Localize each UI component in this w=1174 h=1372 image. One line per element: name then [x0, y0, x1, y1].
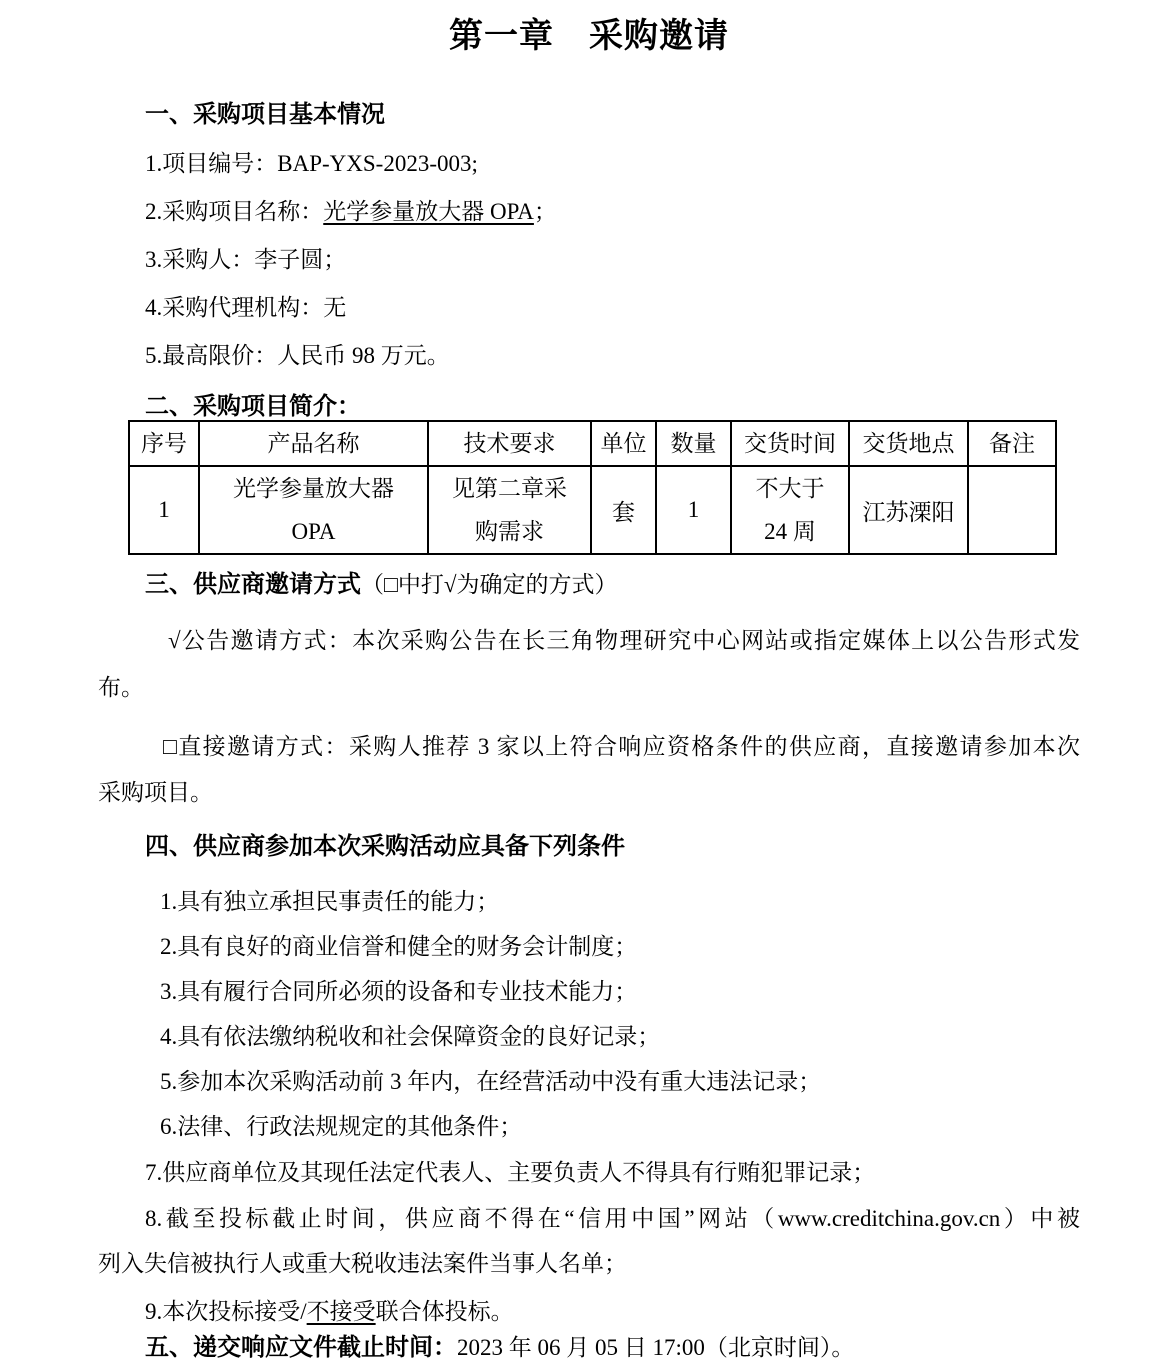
agency-item: 4.采购代理机构：无	[145, 295, 347, 320]
cell-delivery-time	[731, 466, 849, 554]
item-9-not-accept: 不接受	[306, 1299, 376, 1324]
tech-line2: 购需求	[475, 519, 544, 544]
condition-item-1: 1.具有独立承担民事责任的能力；	[160, 889, 500, 914]
section-3-heading	[98, 572, 1080, 598]
direct-invite-method-line2: 采购项目。	[98, 780, 213, 805]
condition-item-3: 3.具有履行合同所必须的设备和专业技术能力；	[160, 979, 638, 1004]
delivery-line2: 24 周	[764, 519, 816, 544]
condition-item-6: 6.法律、行政法规规定的其他条件；	[160, 1114, 523, 1139]
section-5-heading-bold: 五、递交响应文件截止时间：	[145, 1334, 457, 1361]
condition-item-5: 5.参加本次采购活动前 3 年内，在经营活动中没有重大违法记录；	[160, 1069, 822, 1094]
direct-invite-method-line1: □直接邀请方式：采购人推荐 3 家以上符合响应资格条件的供应商，直接邀请参加本次	[163, 734, 1080, 759]
project-number-item: 1.项目编号：BAP-YXS-2023-003;	[145, 151, 478, 176]
purchaser-item: 3.采购人：李子圆；	[145, 247, 347, 272]
deadline-value: 2023 年 06 月 05 日 17:00（北京时间）。	[457, 1335, 855, 1360]
header-cell-unit: 单位	[591, 421, 656, 466]
condition-item-7: 7.供应商单位及其现任法定代表人、主要负责人不得具有行贿犯罪记录；	[145, 1160, 876, 1185]
cell-note	[968, 466, 1056, 554]
cell-unit: 套	[591, 466, 656, 554]
header-cell-no: 序号	[129, 421, 199, 466]
table-row	[129, 466, 1056, 554]
cell-tech-requirement	[428, 466, 591, 554]
announcement-method-line2: 布。	[98, 675, 144, 700]
condition-item-4: 4.具有依法缴纳税收和社会保障资金的良好记录；	[160, 1024, 661, 1049]
header-cell-tech: 技术要求	[428, 421, 591, 466]
product-name-line2: OPA	[291, 519, 336, 544]
header-cell-note: 备注	[968, 421, 1056, 466]
header-cell-product: 产品名称	[199, 421, 428, 466]
item-9-pre: 9.本次投标接受/	[145, 1299, 307, 1324]
section-3-heading-tail: （□中打√为确定的方式）	[361, 572, 618, 597]
cell-qty: 1	[656, 466, 731, 554]
announcement-method-line1: √公告邀请方式：本次采购公告在长三角物理研究中心网站或指定媒体上以公告形式发	[168, 628, 1080, 653]
section-1-heading: 一、采购项目基本情况	[145, 101, 385, 128]
page-title: 第一章 采购邀请	[449, 17, 729, 55]
section-5-heading	[98, 1335, 1080, 1361]
header-cell-delivery-time: 交货时间	[731, 421, 849, 466]
project-name-tail: ；	[533, 199, 557, 224]
price-limit-item: 5.最高限价：人民币 98 万元。	[145, 343, 450, 368]
project-name-value: 光学参量放大器 OPA	[323, 199, 534, 224]
item-9-post: 联合体投标。	[375, 1299, 514, 1324]
product-name-line1: 光学参量放大器	[233, 476, 394, 501]
project-name-label: 2.采购项目名称：	[145, 199, 324, 224]
delivery-line1: 不大于	[755, 476, 825, 501]
cell-product-name	[199, 466, 428, 554]
summary-table	[128, 420, 1057, 555]
table-header-row	[129, 421, 1056, 466]
section-3-heading-bold: 三、供应商邀请方式	[145, 571, 361, 598]
project-name-item	[98, 200, 1080, 224]
condition-item-2: 2.具有良好的商业信誉和健全的财务会计制度；	[160, 934, 638, 959]
section-2-heading: 二、采购项目简介：	[145, 393, 361, 420]
tech-line1: 见第二章采	[452, 476, 567, 501]
cell-delivery-place: 江苏溧阳	[849, 466, 968, 554]
condition-item-8-line2: 列入失信被执行人或重大税收违法案件当事人名单；	[98, 1251, 627, 1276]
section-4-heading: 四、供应商参加本次采购活动应具备下列条件	[145, 833, 625, 860]
condition-item-8-line1: 8.截至投标截止时间，供应商不得在“信用中国”网站（www.creditchina.gov.cn）中被	[145, 1206, 1080, 1231]
header-cell-delivery-place: 交货地点	[849, 421, 968, 466]
header-cell-qty: 数量	[656, 421, 731, 466]
cell-no: 1	[129, 466, 199, 554]
condition-item-9	[98, 1300, 1080, 1324]
